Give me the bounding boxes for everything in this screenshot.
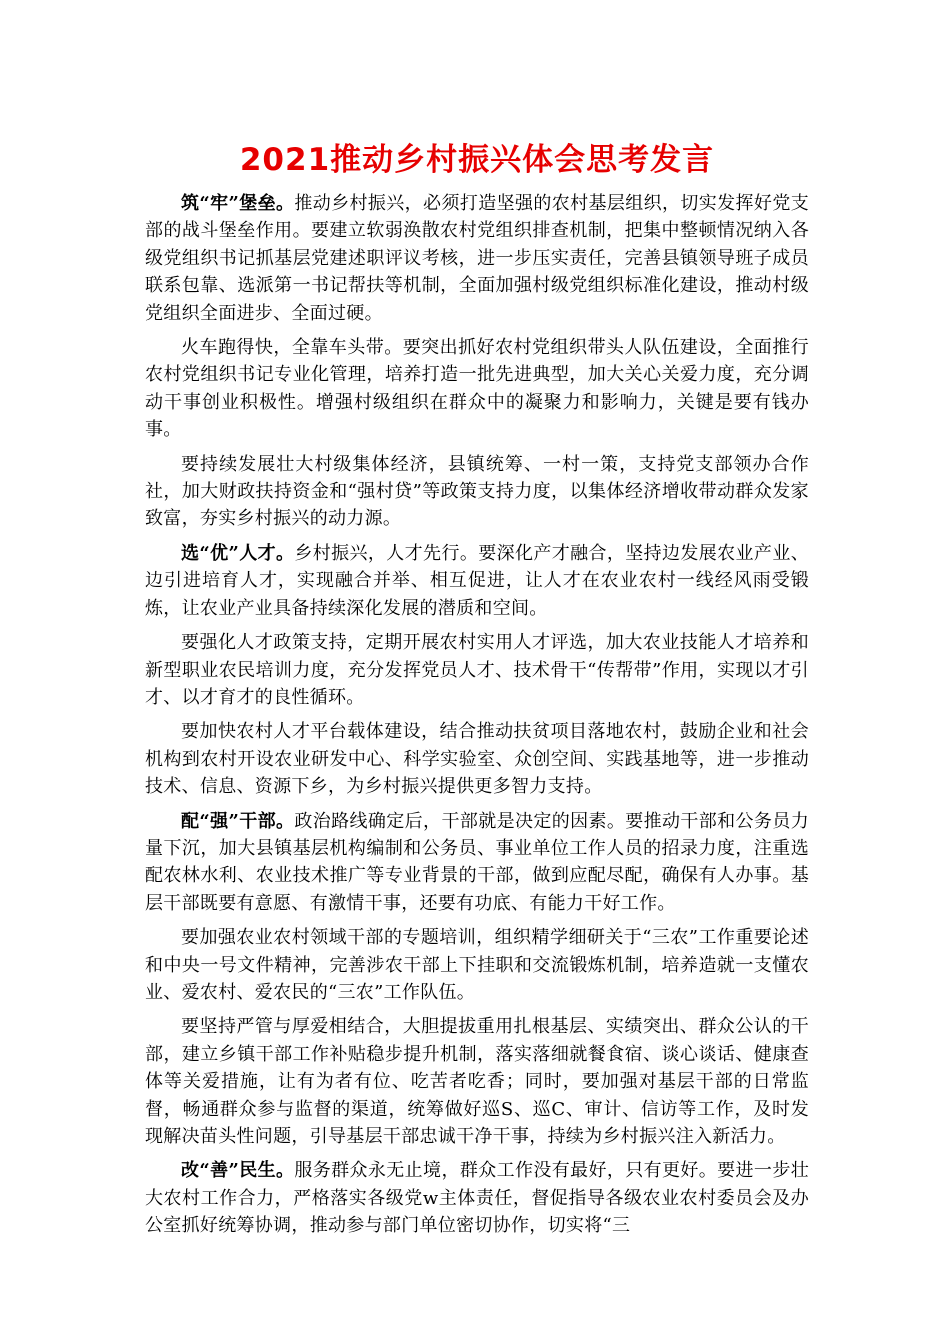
- paragraph-text: 火车跑得快，全靠车头带。要突出抓好农村党组织带头人队伍建设，全面推行农村党组织书记专业化管理，培养打造一批先进典型，加大关心关爱力度，充分调动干事创业积极性。增强村级组织在群众中的凝聚力和影响力，关键是要有钱办事。: [145, 337, 809, 441]
- section-heading: 配“强”干部。: [181, 810, 295, 832]
- section-heading: 筑“牢”堡垒。: [181, 193, 295, 214]
- paragraph-text: 乡村振兴，人才先行。要深化产才融合，坚持边发展农业产业、边引进培育人才，实现融合并举、相互促进，让人才在农业农村一线经风雨受锻炼，让农业产业具备持续深化发展的潜质和空间。: [145, 542, 809, 619]
- paragraph-text: 推动乡村振兴，必须打造坚强的农村基层组织，切实发挥好党支部的战斗堡垒作用。要建立软弱涣散农村党组织排查机制，把集中整顿情况纳入各级党组织书记抓基层党建述职评议考核，进一步压实责任，完善县镇领导班子成员联系包靠、选派第一书记帮扶等机制，全面加强村级党组织标准化建设，推动村级党组织全面进步、全面过硬。: [145, 193, 809, 324]
- paragraph: [145, 334, 809, 444]
- paragraph-text: 要加强农业农村领域干部的专题培训，组织精学细研关于“三农”工作重要论述和中央一号文件精神，完善涉农干部上下挂职和交流锻炼机制，培养造就一支懂农业、爱农村、爱农民的“三农”工作队伍。: [145, 927, 809, 1003]
- paragraph: [145, 808, 809, 918]
- paragraph: [145, 629, 809, 711]
- paragraph: [145, 190, 809, 327]
- document-title: 2021推动乡村振兴体会思考发言: [239, 142, 715, 178]
- paragraph: [145, 924, 809, 1006]
- paragraph: [145, 451, 809, 533]
- paragraph-text: 服务群众永无止境，群众工作没有最好，只有更好。要进一步壮大农村工作合力，严格落实各级党w主体责任，督促指导各级农业农村委员会及办公室抓好统筹协调，推动参与部门单位密切协作，切实将“三: [145, 1160, 809, 1237]
- document-body: [145, 190, 809, 1240]
- paragraph: [145, 718, 809, 800]
- paragraph-text: 要加快农村人才平台载体建设，结合推动扶贫项目落地农村，鼓励企业和社会机构到农村开设农业研发中心、科学实验室、众创空间、实践基地等，进一步推动技术、信息、资源下乡，为乡村振兴提供更多智力支持。: [145, 721, 809, 798]
- paragraph: [145, 540, 809, 622]
- document-page: [145, 138, 809, 1247]
- section-heading: 改“善”民生。: [181, 1160, 295, 1182]
- paragraph: [145, 1013, 809, 1150]
- paragraph-text: 政治路线确定后，干部就是决定的因素。要推动干部和公务员力量下沉，加大县镇基层机构编制和公务员、事业单位工作人员的招录力度，注重选配农林水利、农业技术推广等专业背景的干部，做到应配尽配，确保有人办事。基层干部既要有意愿、有激情干事，还要有功底、有能力干好工作。: [145, 810, 809, 914]
- section-heading: 选“优”人才。: [181, 542, 295, 564]
- paragraph-text: 要坚持严管与厚爱相结合，大胆提拔重用扎根基层、实绩突出、群众公认的干部，建立乡镇干部工作补贴稳步提升机制，落实落细就餐食宿、谈心谈话、健康查体等关爱措施，让有为者有位、吃苦者吃香；同时，要加强对基层干部的日常监督，畅通群众参与监督的渠道，统筹做好巡S、巡C、审计、信访等工作，及时发现解决苗头性问题，引导基层干部忠诚干净干事，持续为乡村振兴注入新活力。: [145, 1016, 809, 1147]
- paragraph-text: 要持续发展壮大村级集体经济，县镇统筹、一村一策，支持党支部领办合作社，加大财政扶持资金和“强村贷”等政策支持力度，以集体经济增收带动群众发家致富，夯实乡村振兴的动力源。: [145, 453, 809, 530]
- paragraph-text: 要强化人才政策支持，定期开展农村实用人才评选，加大农业技能人才培养和新型职业农民培训力度，充分发挥党员人才、技术骨干“传帮带”作用，实现以才引才、以才育才的良性循环。: [145, 632, 809, 708]
- paragraph: [145, 1157, 809, 1239]
